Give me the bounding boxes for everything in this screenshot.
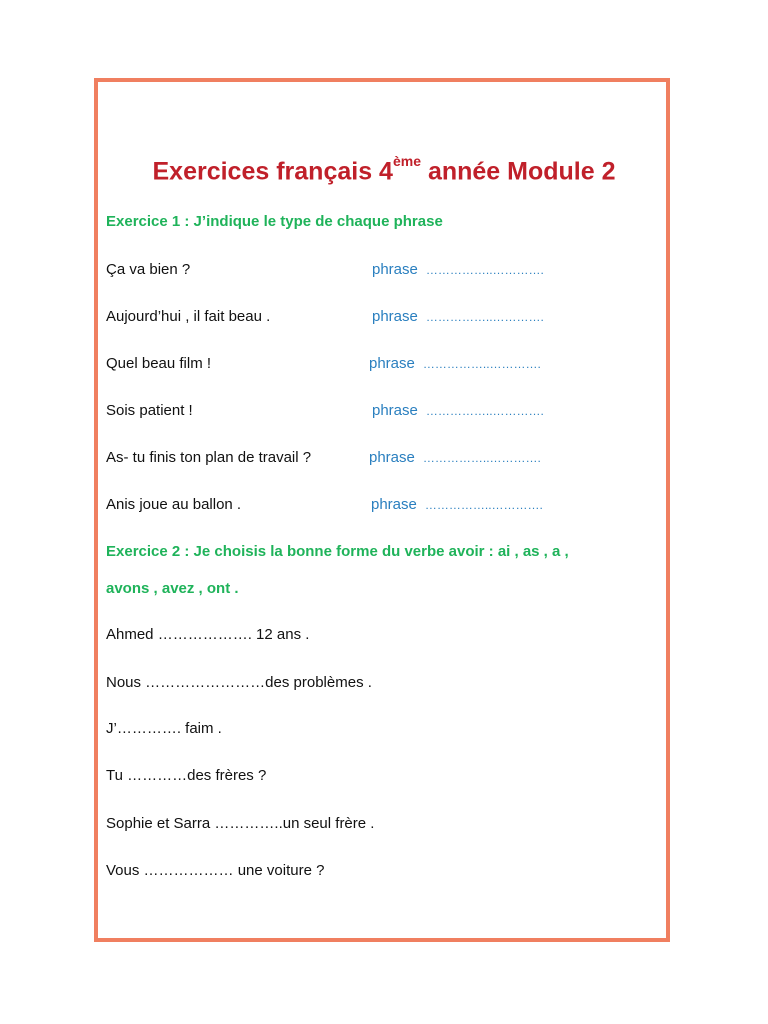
exercise1-answer-1: phrase ……………..………….	[372, 261, 544, 278]
exercise1-answer-3: phrase ……………..………….	[369, 355, 541, 372]
exercise1-sentence-3: Quel beau film !	[106, 355, 212, 372]
exercise2-heading-line2: avons , avez , ont .	[106, 580, 239, 597]
exercise2-item-3: J’…………. faim .	[106, 720, 222, 737]
page-title: Exercices français 4ème année Module 2	[152, 153, 616, 186]
exercise2-item-5: Sophie et Sarra …………..un seul frère .	[106, 815, 375, 832]
exercise1-answer-2: phrase ……………..………….	[372, 308, 544, 325]
exercise1-sentence-6: Anis joue au ballon .	[106, 496, 242, 513]
exercise1-answer-5: phrase ……………..………….	[369, 449, 541, 466]
exercise2-item-4: Tu …………des frères ?	[106, 767, 267, 784]
exercise2-heading-line1: Exercice 2 : Je choisis la bonne forme du verbe avoir : ai , as , a ,	[106, 543, 569, 560]
exercise1-sentence-1: Ça va bien ?	[106, 261, 191, 278]
exercise1-answer-6: phrase ……………..………….	[371, 496, 543, 513]
exercise1-heading: Exercice 1 : J’indique le type de chaque phrase	[106, 213, 443, 230]
exercise1-sentence-5: As- tu finis ton plan de travail ?	[106, 449, 312, 466]
exercise1-answer-4: phrase ……………..………….	[372, 402, 544, 419]
exercise1-sentence-2: Aujourd’hui , il fait beau .	[106, 308, 271, 325]
exercise2-item-2: Nous ……………………des problèmes .	[106, 674, 372, 691]
title-superscript: ème	[392, 153, 421, 169]
exercise2-item-6: Vous ……………… une voiture ?	[106, 862, 325, 879]
exercise1-sentence-4: Sois patient !	[106, 402, 193, 419]
exercise2-item-1: Ahmed ………………. 12 ans .	[106, 626, 310, 643]
